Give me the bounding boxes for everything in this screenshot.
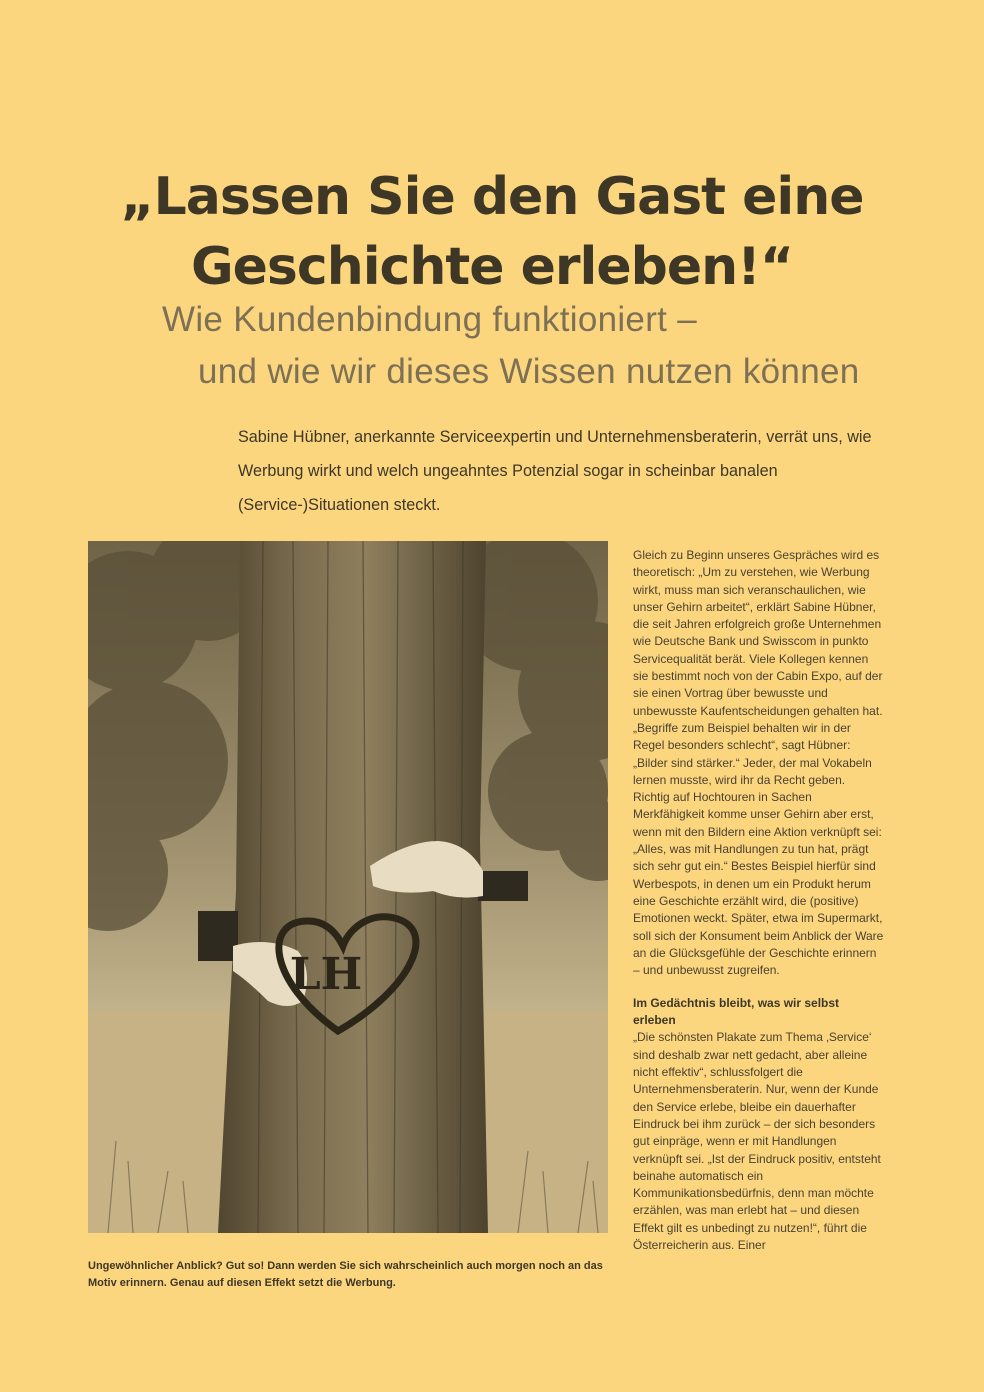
article-intro: Sabine Hübner, anerkannte Serviceexpertin und Unternehmensberaterin, verrät uns, wie Werbung wirkt und welch ungeahntes Potenzial sogar in scheinbar banalen (Service-)Situationen steckt.: [238, 428, 872, 514]
article-subheadline-line-2: und wie wir dieses Wissen nutzen können: [198, 352, 860, 391]
body-paragraph-1: Gleich zu Beginn unseres Gespräches wird es theoretisch: „Um zu verstehen, wie Werbung wirkt, muss man sich veranschaulichen, wie unser Gehirn arbeitet“, erklärt Sabine Hübner, die seit Jahren erfolgreich große Unternehmen wie Deutsche Bank und Swisscom in punkto Servicequalität berät. Viele Kollegen kennen sie bestimmt noch von der Cabin Expo, auf der sie einen Vortrag über bewusste und unbewusste Kaufentscheidungen gehalten hat. „Begriffe zum Beispiel behalten wir in der Regel besonders schlecht“, sagt Hübner: „Bilder sind stärker.“ Jeder, der mal Vokabeln lernen musste, wird ihr da Recht geben. Richtig auf Hochtouren in Sachen Merkfähigkeit komme unser Gehirn aber erst, wenn mit den Bildern eine Aktion verknüpft sei: „Alles, was mit Handlungen zu tun hat, prägt sich sehr gut ein.“ Bestes Beispiel hierfür sind Werbespots, in denen um ein Produkt herum eine Geschichte erzählt wird, die (positive) Emotionen weckt. Später, etwa im Supermarkt, soll sich der Konsument beim Anblick der Ware an die Glücksgefühle der Geschichte erinnern – und unbewusst zugreifen.: [633, 548, 884, 978]
section-heading: Im Gedächtnis bleibt, was wir selbst erleben: [633, 996, 840, 1028]
tree-hug-photo: [88, 541, 608, 1233]
body-paragraph-2: „Die schönsten Plakate zum Thema ‚Service‘ sind deshalb zwar nett gedacht, aber alleine nicht effektiv“, schlussfolgert die Unternehmensberaterin. Nur, wenn der Kunde den Service erlebe, bleibe ein dauerhafter Eindruck bei ihm zurück – der sich besonders gut einpräge, wenn er mit Handlungen verknüpft sei. „Ist der Eindruck positiv, entsteht beinahe automatisch ein Kommunikationsbedürfnis, denn man möchte erzählen, was man erlebt hat – und diesen Effekt gilt es unbedingt zu nutzen!“, führt die Österreicherin aus. Einer: [633, 1030, 881, 1252]
carved-initials: LH: [289, 949, 363, 1000]
photo-caption: Ungewöhnlicher Anblick? Gut so! Dann werden Sie sich wahrscheinlich auch morgen noch an das Motiv erinnern. Genau auf diesen Effekt setzt die Werbung.: [88, 1260, 603, 1289]
article-body-column: [633, 547, 885, 1254]
article-subheadline-line-1: Wie Kundenbindung funktioniert –: [162, 300, 697, 339]
article-headline: „Lassen Sie den Gast eine Geschichte erleben!“: [120, 167, 864, 297]
